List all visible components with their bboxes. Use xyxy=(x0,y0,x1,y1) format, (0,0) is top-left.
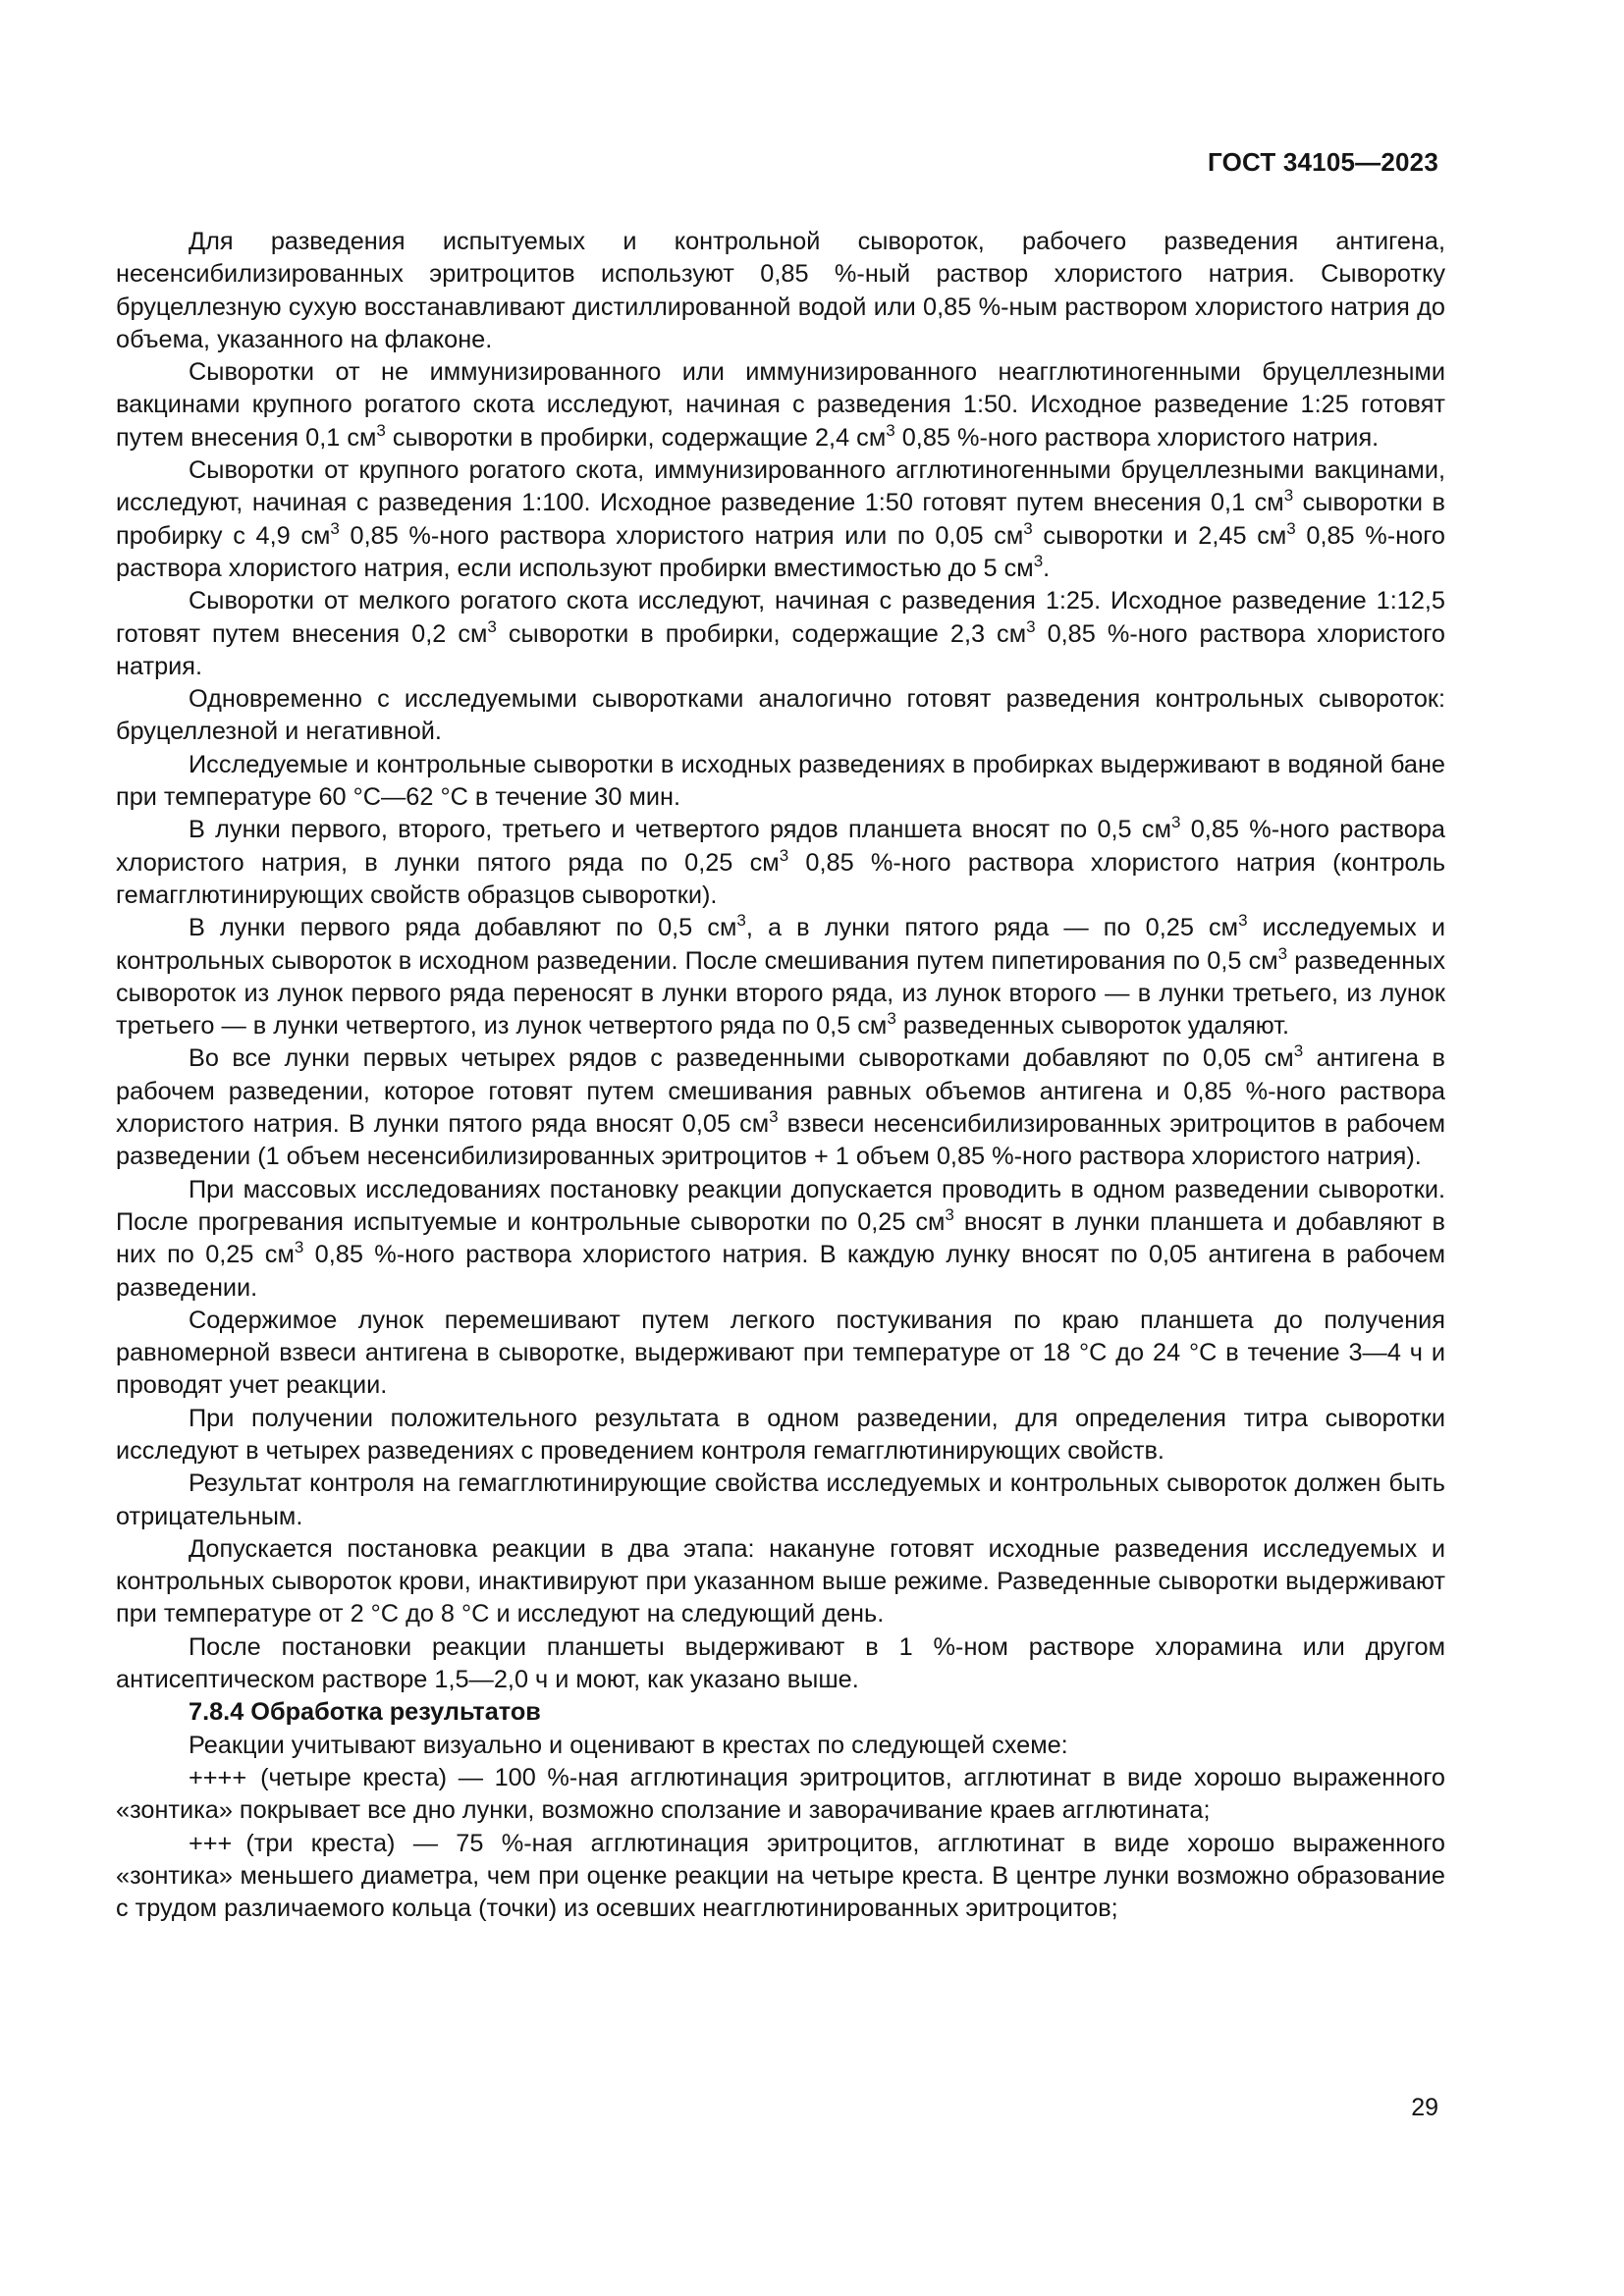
grade-symbol: +++ xyxy=(189,1829,233,1857)
paragraph: Для разведения испытуемых и контрольной сывороток, рабочего разведения антигена, несенсибилизированных эритроцитов используют 0,85 %-ный раствор хлористого натрия. Сыворотку бруцеллезную сухую восстанавливают дистиллированной водой или 0,85 %-ным раствором хлористого натрия до объема, указанного на флаконе. xyxy=(116,228,1445,353)
paragraph: +++ (три креста) — 75 %-ная агглютинация эритроцитов, агглютинат в виде хорошо выраженного «зонтика» меньшего диаметра, чем при оценке реакции на четыре креста. В центре лунки возможно образование с трудом различаемого кольца (точки) из осевших неагглютинированных эритроцитов; xyxy=(116,1829,1445,1923)
paragraph: Сыворотки от крупного рогатого скота, иммунизированного агглютиногенными бруцеллезными вакцинами, исследуют, начиная с разведения 1:100. Исходное разведение 1:50 готовят путем внесения 0,1 $см^3$ сыворотки в пробирку с 4,9 $см^3$ 0,85 %-ного раствора хлористого натрия или по 0,05 $см^3$ сыворотки и 2,45 $см^3$ 0,85 %-ного раствора хлористого натрия, если используют пробирки вместимостью до 5 $см^3$. xyxy=(116,456,1445,582)
paragraph: Одновременно с исследуемыми сыворотками аналогично готовят разведения контрольных сывороток: бруцеллезной и негативной. xyxy=(116,685,1445,746)
paragraph: Исследуемые и контрольные сыворотки в исходных разведениях в пробирках выдерживают в водяной бане при температуре 60 °С—62 °С в течение 30 мин. xyxy=(116,750,1445,812)
paragraph: Результат контроля на гемагглютинирующие свойства исследуемых и контрольных сывороток должен быть отрицательным. xyxy=(116,1469,1445,1530)
page-number: 29 xyxy=(1411,2094,1438,2121)
paragraph: В лунки первого ряда добавляют по 0,5 $см^3$, а в лунки пятого ряда — по 0,25 $см^3$ исследуемых и контрольных сывороток в исходном разведении. После смешивания путем пипетирования по 0,5 $см^3$ разведенных сывороток из лунок первого ряда переносят в лунки второго ряда, из лунок второго — в лунки третьего, из лунок третьего — в лунки четвертого, из лунок четвертого ряда по 0,5 $см^3$ разведенных сывороток удаляют. xyxy=(116,911,1446,1041)
paragraph: ++++ (четыре креста) — 100 %-ная агглютинация эритроцитов, агглютинат в виде хорошо выраженного «зонтика» покрывает все дно лунки, возможно сползание и заворачивание краев агглютината; xyxy=(116,1763,1445,1825)
grade-symbol: ++++ xyxy=(189,1763,247,1791)
paragraph: Допускается постановка реакции в два этапа: накануне готовят исходные разведения исследуемых и контрольных сывороток крови, инактивируют при указанном выше режиме. Разведенные сыворотки выдерживают при температуре от 2 °С до 8 °С и исследуют на следующий день. xyxy=(116,1534,1445,1629)
paragraph: Сыворотки от мелкого рогатого скота исследуют, начиная с разведения 1:25. Исходное разведение 1:12,5 готовят путем внесения 0,2 $см^3$ сыворотки в пробирки, содержащие 2,3 $см^3$ 0,85 %-ного раствора хлористого натрия. xyxy=(116,587,1446,680)
paragraph: В лунки первого, второго, третьего и четвертого рядов планшета вносят по 0,5 $см^3$ 0,85 %-ного раствора хлористого натрия, в лунки пятого ряда по 0,25 $см^3$ 0,85 %-ного раствора хлористого натрия (контроль гемагглютинирующих свойств образцов сыворотки). xyxy=(116,813,1445,909)
paragraph: Во все лунки первых четырех рядов с разведенными сыворотками добавляют по 0,05 $см^3$ антигена в рабочем разведении, которое готовят путем смешивания равных объемов антигена и 0,85 %-ного раствора хлористого натрия. В лунки пятого ряда вносят 0,05 $см^3$ взвеси несенсибилизированных эритроцитов в рабочем разведении (1 объем несенсибилизированных эритроцитов + 1 объем 0,85 %-ного раствора хлористого натрия). xyxy=(116,1041,1445,1171)
paragraph: После постановки реакции планшеты выдерживают в 1 %-ном растворе хлорамина или другом антисептическом растворе 1,5—2,0 ч и моют, как указано выше. xyxy=(116,1632,1445,1694)
document-header: ГОСТ 34105—2023 xyxy=(1208,147,1438,177)
paragraph: Реакции учитывают визуально и оценивают в крестах по следующей схеме: xyxy=(189,1731,1068,1759)
document-body xyxy=(116,226,1445,1925)
paragraph: Содержимое лунок перемешивают путем легкого постукивания по краю планшета до получения равномерной взвеси антигена в сыворотке, выдерживают при температуре от 18 °С до 24 °С в течение 3—4 ч и проводят учет реакции. xyxy=(116,1306,1445,1400)
section-heading: 7.8.4 Обработка результатов xyxy=(189,1698,541,1727)
paragraph: При получении положительного результата в одном разведении, для определения титра сыворотки исследуют в четырех разведениях с проведением контроля гемагглютинирующих свойств. xyxy=(116,1404,1445,1465)
paragraph: При массовых исследованиях постановку реакции допускается проводить в одном разведении сыворотки. После прогревания испытуемые и контрольные сыворотки по 0,25 $см^3$ вносят в лунки планшета и добавляют в них по 0,25 $см^3$ 0,85 %-ного раствора хлористого натрия. В каждую лунку вносят по 0,05 антигена в рабочем разведении. xyxy=(116,1175,1445,1302)
paragraph: Сыворотки от не иммунизированного или иммунизированного неагглютиногенными бруцеллезными вакцинами крупного рогатого скота исследуют, начиная с разведения 1:50. Исходное разведение 1:25 готовят путем внесения 0,1 $см^3$ сыворотки в пробирки, содержащие 2,4 $см^3$ 0,85 %-ного раствора хлористого натрия. xyxy=(116,358,1445,452)
